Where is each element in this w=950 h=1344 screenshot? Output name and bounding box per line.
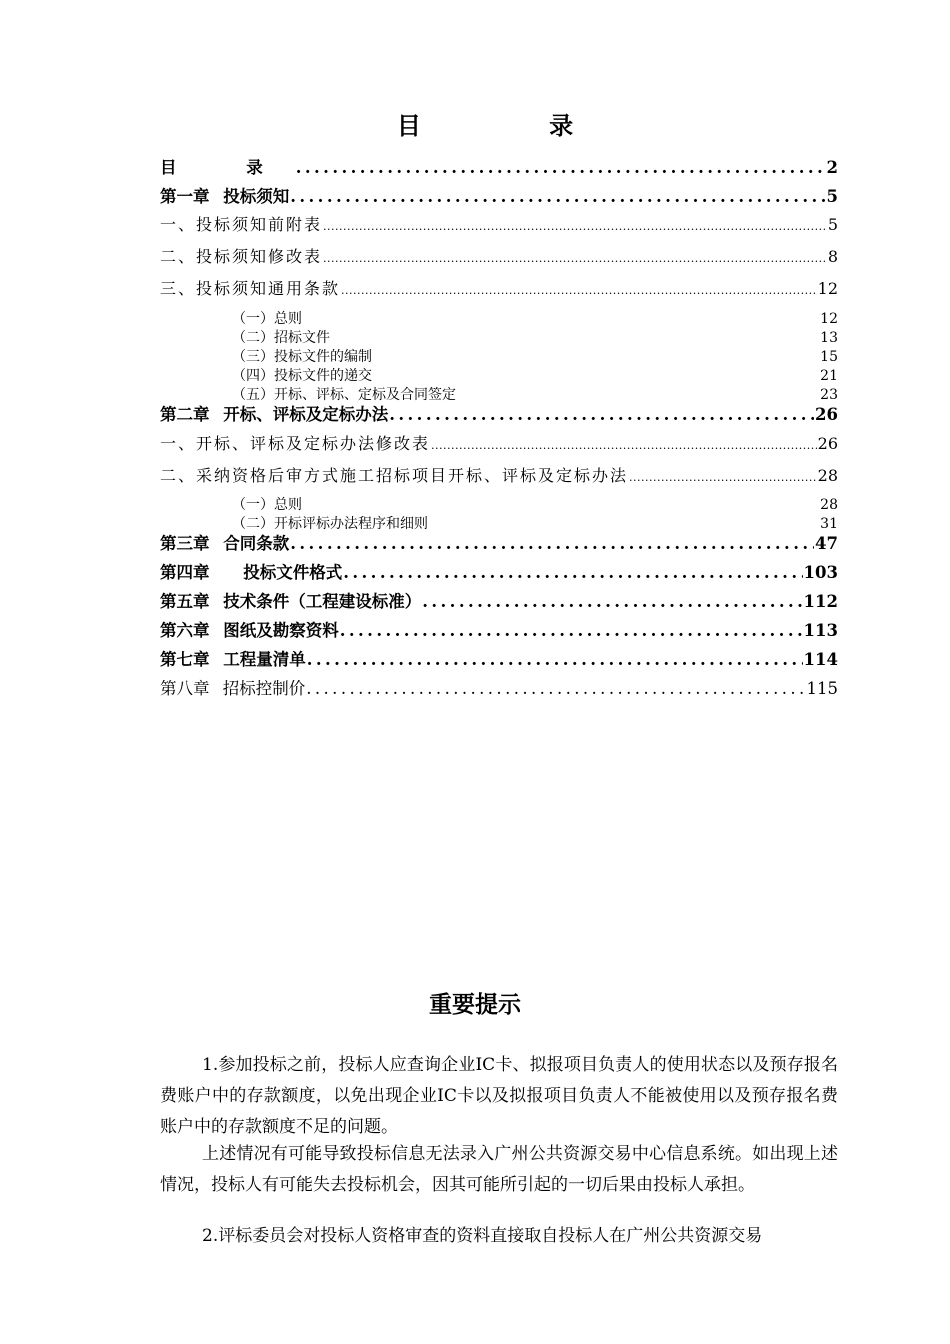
toc-entry-page: 8 [827,247,838,266]
toc-entry-label: 一、投标须知前附表 [160,215,323,234]
toc-leader-dots [431,439,817,452]
toc-leader-dots [389,405,814,425]
toc-entry-page: 31 [820,516,838,532]
toc-entry-page: 114 [803,650,838,669]
toc-entry[interactable] [160,646,838,670]
toc-entry-label: （二）开标评标办法程序和细则 [232,516,428,532]
toc-entry[interactable] [160,675,838,699]
toc-entry-page: 15 [820,349,838,365]
toc-leader-dots [629,471,817,484]
notice-paragraph: 1.参加投标之前，投标人应查询企业IC卡、拟报项目负责人的使用状态以及预存报名费账户中的存款额度，以免出现企业IC卡以及拟报项目负责人不能被使用以及预存报名费账户中的存款额度不足的问题。 [160,1055,838,1137]
toc-entry[interactable] [160,494,838,514]
toc-entry[interactable] [160,346,838,366]
notice-paragraph: 2.评标委员会对投标人资格审查的资料直接取自投标人在广州公共资源交易 [202,1226,763,1246]
toc-entry[interactable] [160,617,838,641]
toc-entry-label: 第四章 投标文件格式 [160,563,343,582]
toc-entry[interactable] [160,154,838,178]
toc-leader-dots [296,158,826,178]
toc-entry-page: 115 [806,679,838,698]
toc-entry-page: 28 [817,466,838,485]
toc-entry-label: （五）开标、评标、定标及合同签定 [232,387,456,403]
toc-leader-dots [307,650,803,670]
toc-entry-page: 12 [817,279,838,298]
toc-leader-dots [290,187,825,207]
toc-entry[interactable] [160,365,838,385]
notice-paragraph: 上述情况有可能导致投标信息无法录入广州公共资源交易中心信息系统。如出现上述情况，投标人有可能失去投标机会，因其可能所引起的一切后果由投标人承担。 [160,1144,838,1195]
toc-entry-page: 112 [803,592,838,611]
toc-entry-page: 47 [815,534,838,553]
toc-entry-page: 26 [815,405,838,424]
toc-entry-label: 二、投标须知修改表 [160,247,323,266]
toc-entry[interactable] [160,276,838,299]
toc-leader-dots [422,592,802,612]
toc-entry-label: 第八章 招标控制价 [160,679,306,698]
toc-leader-dots [340,621,803,641]
toc-entry-label: （一）总则 [232,311,302,327]
toc-entry-label: 第七章 工程量清单 [160,650,306,669]
toc-entry-page: 103 [803,563,838,582]
toc-entry-label: 第六章 图纸及勘察资料 [160,621,339,640]
toc-entry-page: 28 [820,497,838,513]
toc-entry-label: 二、采纳资格后审方式施工招标项目开标、评标及定标办法 [160,466,629,485]
toc-entry-page: 2 [826,158,838,177]
toc-entry[interactable] [160,401,838,425]
toc-entry-label: 三、投标须知通用条款 [160,279,341,298]
toc-entry[interactable] [160,431,838,454]
toc-entry-page: 113 [803,621,838,640]
toc-entry-page: 26 [817,434,838,453]
toc-entry-label: （一）总则 [232,497,302,513]
toc-entry[interactable] [160,463,838,486]
toc-entry-page: 12 [820,311,838,327]
notice-title: 重要提示 [429,992,521,1018]
toc-entry-label: （二）招标文件 [232,330,330,346]
toc-entry[interactable] [160,212,838,235]
toc-entry[interactable] [160,559,838,583]
toc-entry-page: 5 [826,187,838,206]
toc-leader-dots [323,220,827,233]
toc-entry[interactable] [160,530,838,554]
toc-entry[interactable] [160,327,838,347]
toc-entry-page: 5 [827,215,838,234]
toc-leader-dots [290,534,814,554]
toc-entry-label: 一、开标、评标及定标办法修改表 [160,434,431,453]
toc-entry[interactable] [160,244,838,267]
toc-entry-label: 第二章 开标、评标及定标办法 [160,405,389,424]
toc-entry[interactable] [160,308,838,328]
toc-entry[interactable] [160,588,838,612]
toc-entry[interactable] [160,183,838,207]
toc-entry-label: 第五章 技术条件（工程建设标准） [160,592,422,611]
toc-entry-label: 目 录 [160,158,295,177]
toc-entry-page: 23 [820,387,838,403]
toc-entry-label: （四）投标文件的递交 [232,368,372,384]
toc-entry-label: 第三章 合同条款 [160,534,290,553]
toc-title: 目 录 [396,111,634,140]
toc-entry-page: 21 [820,368,838,384]
toc-leader-dots [343,563,802,583]
toc-entry-label: 第一章 投标须知 [160,187,290,206]
toc-entry-label: （三）投标文件的编制 [232,349,372,365]
toc-leader-dots [306,679,805,699]
toc-leader-dots [323,252,827,265]
toc-entry-page: 13 [820,330,838,346]
toc-leader-dots [341,284,817,297]
